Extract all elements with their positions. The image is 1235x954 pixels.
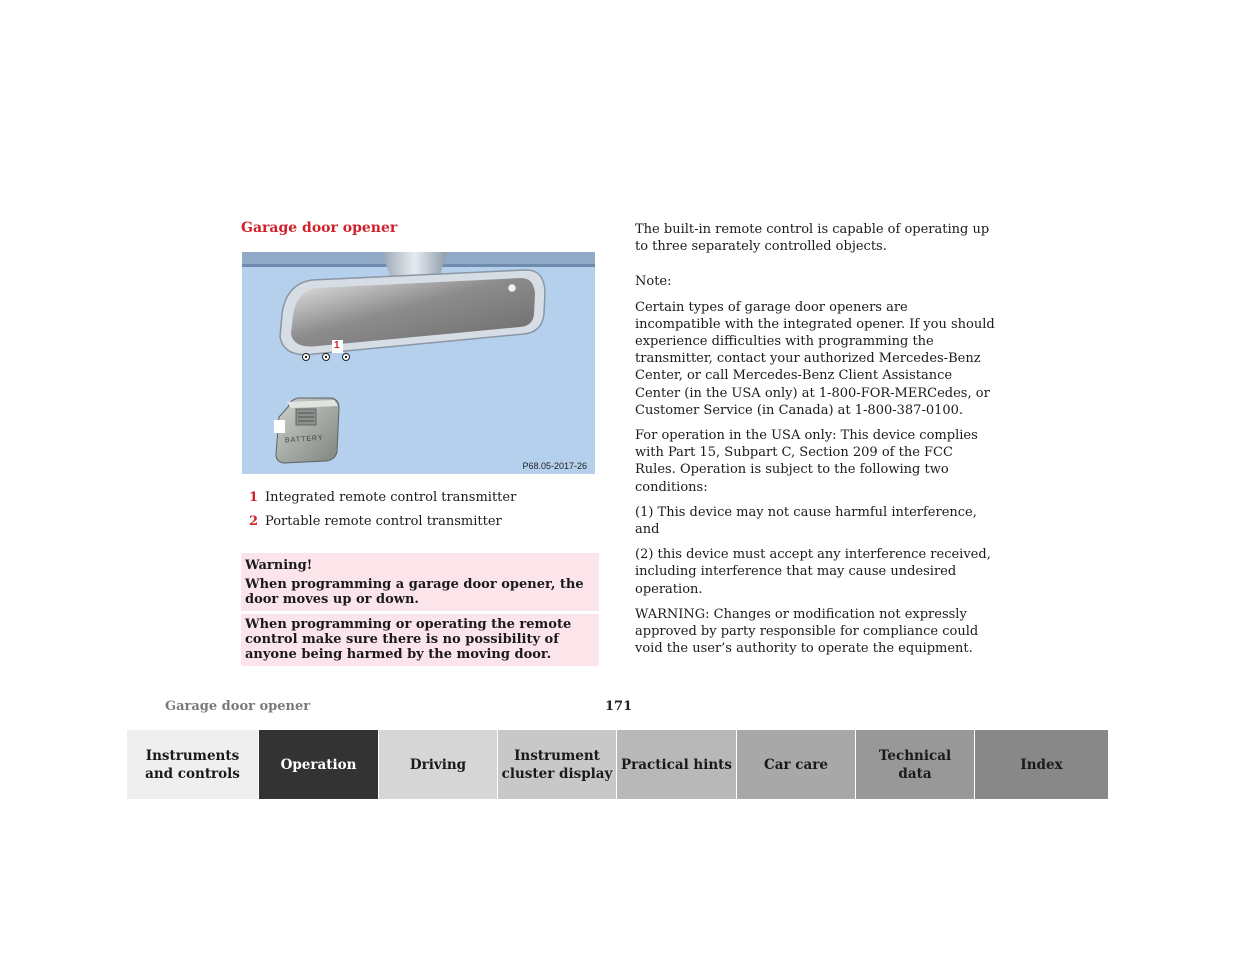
chapter-navigation xyxy=(127,730,1108,799)
nav-tab-label: Instrument cluster display xyxy=(501,747,613,782)
legend-text: Portable remote control transmitter xyxy=(265,514,502,529)
warning-paragraph: When programming a garage door opener, the door moves up or down. xyxy=(245,577,584,607)
body-paragraph: WARNING: Changes or modification not expressly approved by party responsible for compliance could void the user’s authority to operate the equipment. xyxy=(635,606,979,657)
legend-number: 2 xyxy=(249,514,259,529)
nav-tab-label: Instruments and controls xyxy=(145,747,240,782)
body-text-column xyxy=(635,221,997,665)
page-number: 171 xyxy=(605,699,633,714)
body-paragraph: Certain types of garage door openers are incompatible with the integrated opener. If you should experience difficulties with programming the transmitter, contact your authorized Mercedes-Benz Center, or call Mercedes-Benz Client Assistance Center (in the USA only) at 1-800-FOR-MERCedes, or Customer Service (in Canada) at 1-800-387-0100. xyxy=(635,299,995,418)
nav-tab-label: Operation xyxy=(280,756,357,773)
nav-tab-instrument-cluster-display[interactable] xyxy=(498,730,617,799)
nav-tab-operation[interactable] xyxy=(259,730,379,799)
body-paragraph: The built-in remote control is capable of operating up to three separately controlled objects. xyxy=(635,222,990,255)
warning-box xyxy=(241,553,599,669)
mirror-illustration xyxy=(242,252,595,474)
legend-number: 1 xyxy=(249,490,259,505)
warning-title: Warning! xyxy=(245,558,313,573)
nav-tab-label: Practical hints xyxy=(621,756,732,773)
body-paragraph: (2) this device must accept any interference received, including interference that may cause undesired operation. xyxy=(635,547,991,597)
nav-tab-label: Driving xyxy=(409,756,467,773)
callout-1-label: 1 xyxy=(334,340,340,351)
nav-tab-label: Car care xyxy=(764,756,828,773)
nav-tab-label: Technical data xyxy=(878,747,952,782)
footer-section-title: Garage door opener xyxy=(165,699,311,714)
nav-tab-label: Index xyxy=(1020,756,1063,773)
legend-item xyxy=(249,490,599,505)
warning-block xyxy=(241,614,599,666)
warning-paragraph: When programming or operating the remote control make sure there is no possibility of anyone being harmed by the moving door. xyxy=(245,617,572,662)
legend-text: Integrated remote control transmitter xyxy=(265,490,517,505)
legend-item xyxy=(249,514,599,529)
nav-tab-car-care[interactable] xyxy=(737,730,856,799)
figure-code: P68.05-2017-26 xyxy=(522,461,587,471)
nav-tab-index[interactable] xyxy=(975,730,1108,799)
battery-label: BATTERY xyxy=(284,434,324,445)
figure-legend xyxy=(249,490,599,538)
body-paragraph: (1) This device may not cause harmful interference, and xyxy=(635,504,977,538)
note-heading: Note: xyxy=(635,274,672,290)
nav-tab-practical-hints[interactable] xyxy=(617,730,737,799)
section-title: Garage door opener xyxy=(241,220,398,236)
warning-block xyxy=(241,553,599,611)
nav-tab-technical-data[interactable] xyxy=(856,730,975,799)
body-paragraph: For operation in the USA only: This device complies with Part 15, Subpart C, Section 209 of the FCC Rules. Operation is subject to the following two conditions: xyxy=(635,428,978,495)
nav-tab-instruments-and-controls[interactable] xyxy=(127,730,259,799)
nav-tab-driving[interactable] xyxy=(379,730,498,799)
